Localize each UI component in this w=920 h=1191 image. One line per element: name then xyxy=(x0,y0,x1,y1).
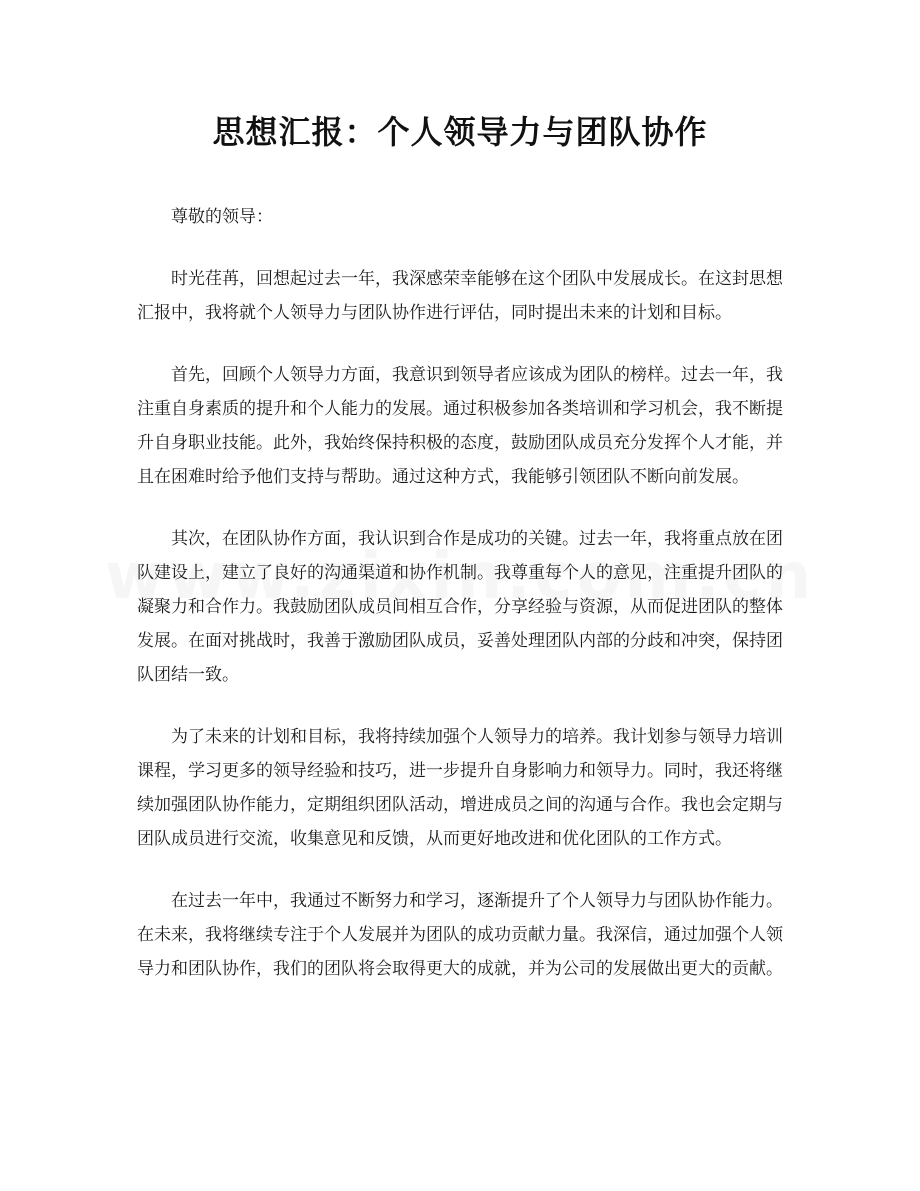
paragraph-conclusion: 在过去一年中，我通过不断努力和学习，逐渐提升了个人领导力与团队协作能力。在未来，我将继续专注于个人发展并为团队的成功贡献力量。我深信，通过加强个人领导力和团队协作，我们的团队将会取得更大的成就，并为公司的发展做出更大的贡献。 xyxy=(137,891,783,979)
paragraph-future-plans: 为了未来的计划和目标，我将持续加强个人领导力的培养。我计划参与领导力培训课程，学习更多的领导经验和技巧，进一步提升自身影响力和领导力。同时，我还将继续加强团队协作能力，定期组织团队活动，增进成员之间的沟通与合作。我也会定期与团队成员进行交流，收集意见和反馈，从而更好地改进和优化团队的工作方式。 xyxy=(137,727,783,849)
paragraph-teamwork: 其次，在团队协作方面，我认识到合作是成功的关键。过去一年，我将重点放在团队建设上，建立了良好的沟通渠道和协作机制。我尊重每个人的意见，注重提升团队的凝聚力和合作力。我鼓励团队成员间相互合作，分享经验与资源，从而促进团队的整体发展。在面对挑战时，我善于激励团队成员，妥善处理团队内部的分歧和冲突，保持团队团结一致。 xyxy=(137,529,783,685)
document-title: 思想汇报：个人领导力与团队协作 xyxy=(212,113,708,151)
paragraph-intro: 时光荏苒，回想起过去一年，我深感荣幸能够在这个团队中发展成长。在这封思想汇报中，我将就个人领导力与团队协作进行评估，同时提出未来的计划和目标。 xyxy=(137,269,783,323)
salutation: 尊敬的领导： xyxy=(171,207,273,227)
paragraph-leadership: 首先，回顾个人领导力方面，我意识到领导者应该成为团队的榜样。过去一年，我注重自身素质的提升和个人能力的发展。通过积极参加各类培训和学习机会，我不断提升自身职业技能。此外，我始终保持积极的态度，鼓励团队成员充分发挥个人才能，并且在困难时给予他们支持与帮助。通过这种方式，我能够引领团队不断向前发展。 xyxy=(137,365,783,487)
